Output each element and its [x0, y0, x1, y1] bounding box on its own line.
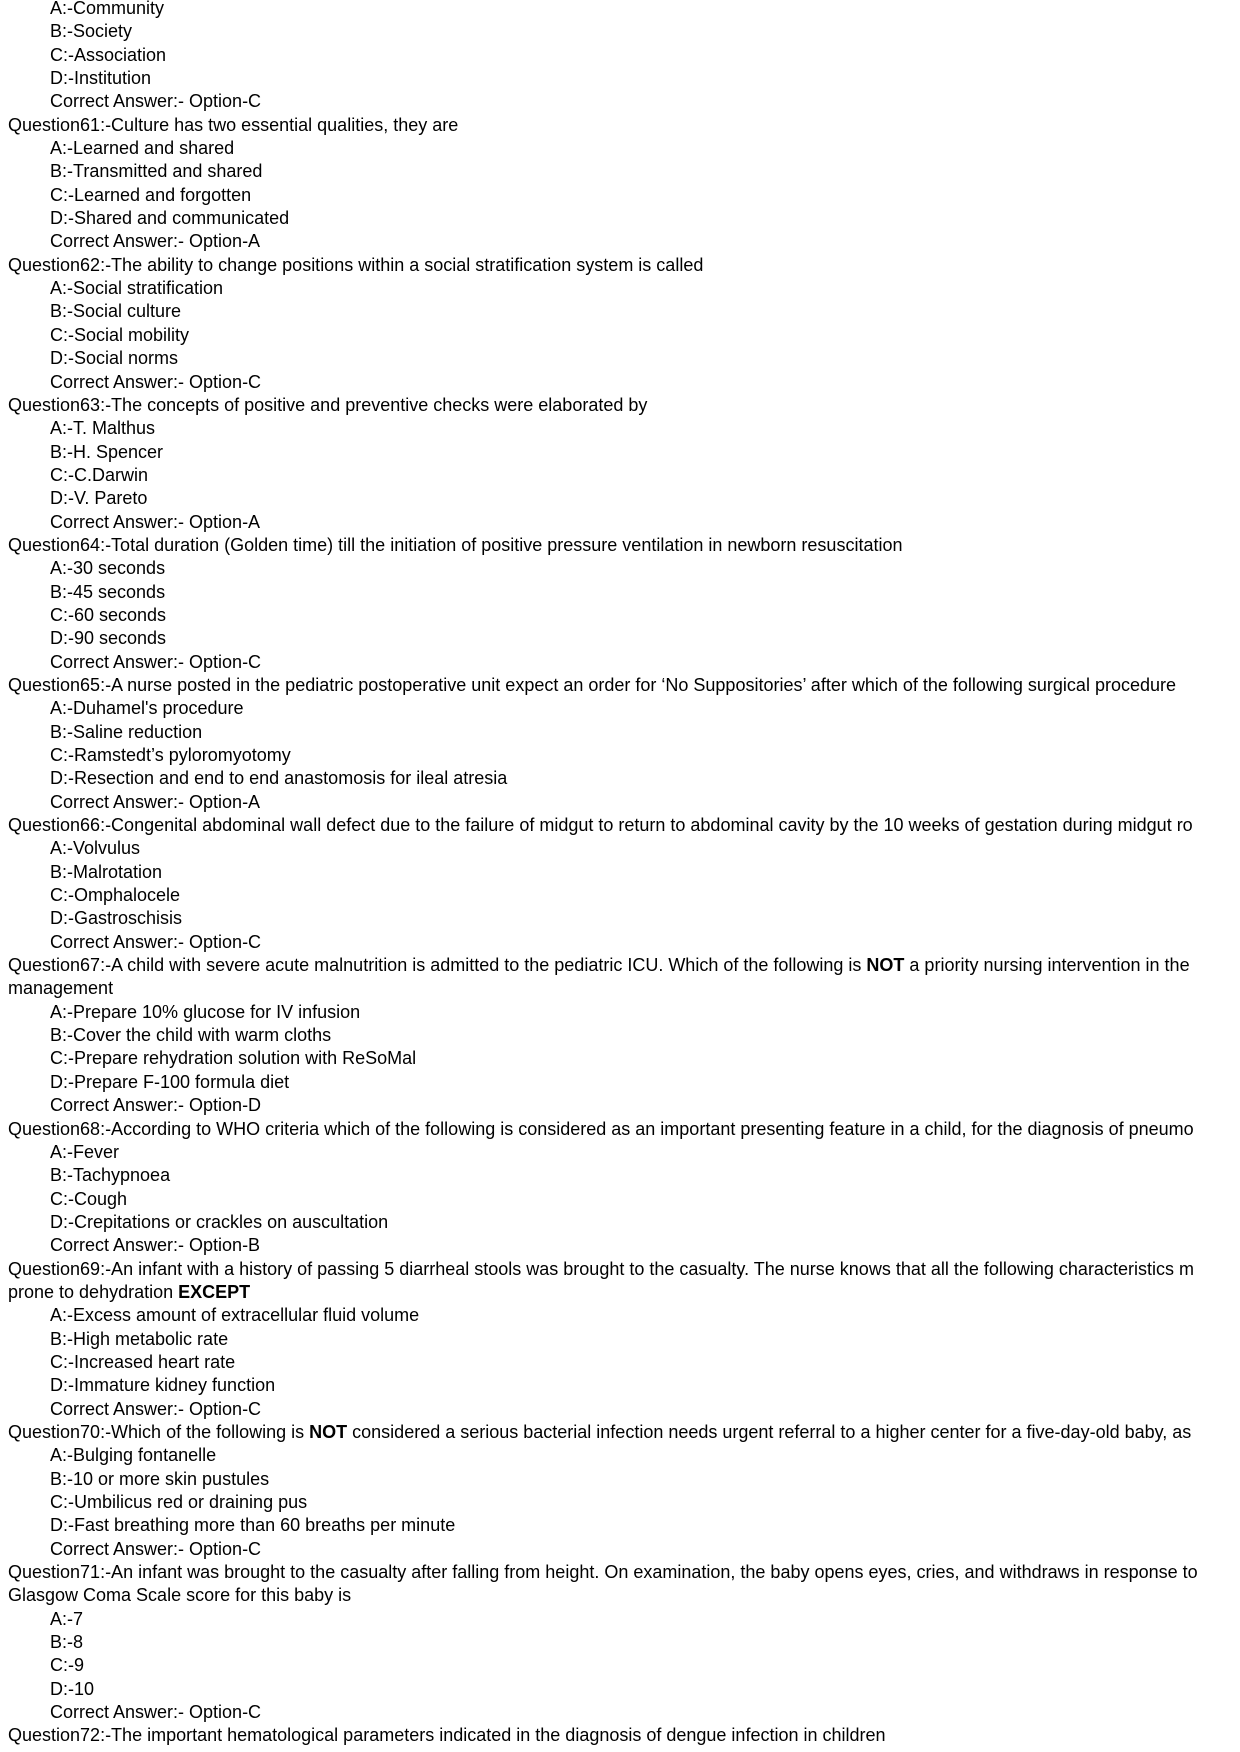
- question-text: [8, 1724, 1240, 1747]
- question-text-segment: Question66:-Congenital abdominal wall defect due to the failure of midgut to return to abdominal cavity by the 10 weeks of gestation during midgut ro: [8, 815, 1193, 836]
- option-a: A:-Community: [50, 0, 165, 18]
- option-d: D:-10: [50, 1678, 95, 1699]
- lead-block: [8, 0, 1240, 114]
- option-d: D:-Social norms: [50, 348, 179, 369]
- option-a: A:-Bulging fontanelle: [50, 1445, 217, 1466]
- option-a: A:-Fever: [50, 1141, 120, 1162]
- question-block: [8, 394, 1240, 534]
- option-a: A:-Duhamel's procedure: [50, 698, 244, 719]
- question-text: [8, 1258, 1240, 1281]
- question-text-segment: Question67:-A child with severe acute malnutrition is admitted to the pediatric ICU. Which of the following is: [8, 955, 867, 976]
- question-text-segment: Question68:-According to WHO criteria which of the following is considered as an important presenting feature in a child, for the diagnosis of pneumo: [8, 1118, 1194, 1139]
- option-b: B:-Malrotation: [50, 861, 163, 882]
- question-text: [8, 394, 1240, 417]
- correct-answer: Correct Answer:- Option-D: [50, 1095, 262, 1116]
- option-d: D:-Gastroschisis: [50, 908, 183, 929]
- question-block: [8, 534, 1240, 674]
- option-b: B:-H. Spencer: [50, 441, 164, 462]
- option-c: C:-Social mobility: [50, 324, 190, 345]
- emphasis-text: NOT: [309, 1421, 348, 1442]
- option-d: D:-Shared and communicated: [50, 208, 290, 229]
- correct-answer: Correct Answer:- Option-A: [50, 231, 261, 252]
- question-block: [8, 254, 1240, 394]
- question-paper: [8, 0, 1240, 1748]
- option-a: A:-Prepare 10% glucose for IV infusion: [50, 1001, 361, 1022]
- option-b: B:-10 or more skin pustules: [50, 1468, 270, 1489]
- question-text-segment: Question65:-A nurse posted in the pediatric postoperative unit expect an order for ‘No Suppositories’ after which of the following surgical procedure: [8, 674, 1176, 695]
- correct-answer: Correct Answer:- Option-C: [50, 931, 262, 952]
- option-c: C:-Umbilicus red or draining pus: [50, 1492, 308, 1512]
- emphasis-text: EXCEPT: [178, 1281, 251, 1302]
- question-text-segment: Question63:-The concepts of positive and preventive checks were elaborated by: [8, 394, 648, 415]
- question-text-segment: Question61:-Culture has two essential qualities, they are: [8, 114, 459, 135]
- question-text-segment: prone to dehydration: [8, 1281, 179, 1302]
- question-text: [8, 814, 1240, 837]
- option-d: D:-Prepare F-100 formula diet: [50, 1071, 290, 1092]
- option-a: A:-Volvulus: [50, 838, 141, 859]
- question-text: [8, 534, 1240, 557]
- option-c: C:-Association: [50, 44, 167, 65]
- option-a: A:-Social stratification: [50, 278, 224, 299]
- option-b: B:-45 seconds: [50, 581, 166, 602]
- question-text: [8, 674, 1240, 697]
- question-text: [8, 954, 1240, 977]
- question-text: [8, 1421, 1240, 1444]
- option-d: D:-Crepitations or crackles on auscultation: [50, 1211, 389, 1232]
- question-text-segment: Question70:-Which of the following is: [8, 1421, 310, 1442]
- option-b: B:-Transmitted and shared: [50, 161, 263, 182]
- emphasis-text: NOT: [866, 955, 905, 976]
- question-text-segment: management: [8, 978, 114, 999]
- correct-answer: Correct Answer:- Option-B: [50, 1235, 261, 1256]
- correct-answer: Correct Answer:- Option-A: [50, 791, 261, 812]
- correct-answer: Correct Answer:- Option-C: [50, 91, 262, 112]
- option-c: C:-Cough: [50, 1188, 128, 1209]
- option-b: B:-Social culture: [50, 301, 182, 322]
- question-block: [8, 1724, 1240, 1747]
- question-text-segment: Question62:-The ability to change positions within a social stratification system is called: [8, 254, 704, 275]
- question-text-segment: a priority nursing intervention in the: [904, 955, 1190, 976]
- correct-answer: Correct Answer:- Option-C: [50, 371, 262, 392]
- question-block: [8, 1258, 1240, 1421]
- option-c: C:-Omphalocele: [50, 885, 181, 906]
- option-c: C:-Learned and forgotten: [50, 184, 252, 205]
- option-a: A:-Excess amount of extracellular fluid volume: [50, 1305, 420, 1326]
- correct-answer: Correct Answer:- Option-C: [50, 1398, 262, 1419]
- question-block: [8, 114, 1240, 254]
- question-text-segment: Question64:-Total duration (Golden time) till the initiation of positive pressure ventilation in newborn resuscitation: [8, 534, 903, 555]
- question-block: [8, 1561, 1240, 1724]
- question-block: [8, 1421, 1240, 1561]
- option-d: D:-90 seconds: [50, 628, 167, 649]
- option-c: C:-Prepare rehydration solution with ReSoMal: [50, 1048, 417, 1069]
- question-list: [8, 114, 1240, 1748]
- option-d: D:-Fast breathing more than 60 breaths per minute: [50, 1515, 456, 1536]
- option-b: B:-Society: [50, 21, 133, 42]
- option-d: D:-Immature kidney function: [50, 1375, 276, 1396]
- question-text-segment: considered a serious bacterial infection needs urgent referral to a higher center for a five-day-old baby, as: [347, 1421, 1192, 1442]
- option-b: B:-8: [50, 1632, 84, 1653]
- option-c: C:-60 seconds: [50, 604, 167, 625]
- question-text-segment: Glasgow Coma Scale score for this baby is: [8, 1585, 352, 1606]
- option-b: B:-High metabolic rate: [50, 1328, 229, 1349]
- question-block: [8, 954, 1240, 1117]
- question-text: [8, 114, 1240, 137]
- question-block: [8, 814, 1240, 954]
- correct-answer: Correct Answer:- Option-C: [50, 1702, 262, 1723]
- option-a: A:-30 seconds: [50, 558, 166, 579]
- option-d: D:-Resection and end to end anastomosis for ileal atresia: [50, 768, 508, 789]
- option-a: A:-T. Malthus: [50, 418, 156, 439]
- question-text: [8, 1561, 1240, 1584]
- question-text-segment: Question72:-The important hematological parameters indicated in the diagnosis of dengue infection in children: [8, 1725, 886, 1746]
- option-a: A:-7: [50, 1608, 84, 1629]
- correct-answer: Correct Answer:- Option-C: [50, 651, 262, 672]
- option-d: D:-Institution: [50, 68, 152, 89]
- option-c: C:-C.Darwin: [50, 464, 149, 485]
- option-d: D:-V. Pareto: [50, 488, 148, 509]
- question-text: [8, 1118, 1240, 1141]
- option-b: B:-Cover the child with warm cloths: [50, 1025, 332, 1046]
- option-c: C:-Ramstedt’s pyloromyotomy: [50, 745, 291, 765]
- option-c: C:-Increased heart rate: [50, 1351, 236, 1372]
- option-c: C:-9: [50, 1655, 85, 1676]
- option-b: B:-Tachypnoea: [50, 1165, 171, 1186]
- question-text: [8, 254, 1240, 277]
- question-text: [8, 977, 1240, 1000]
- option-b: B:-Saline reduction: [50, 721, 203, 742]
- question-text: [8, 1584, 1240, 1607]
- question-block: [8, 674, 1240, 814]
- option-a: A:-Learned and shared: [50, 138, 235, 159]
- question-block: [8, 1118, 1240, 1258]
- question-text: [8, 1281, 1240, 1304]
- correct-answer: Correct Answer:- Option-C: [50, 1538, 262, 1559]
- correct-answer: Correct Answer:- Option-A: [50, 511, 261, 532]
- question-text-segment: Question71:-An infant was brought to the casualty after falling from height. On examination, the baby opens eyes, cries, and withdraws in response to: [8, 1562, 1198, 1583]
- question-text-segment: Question69:-An infant with a history of passing 5 diarrheal stools was brought to the casualty. The nurse knows that all the following characteristics m: [8, 1258, 1194, 1279]
